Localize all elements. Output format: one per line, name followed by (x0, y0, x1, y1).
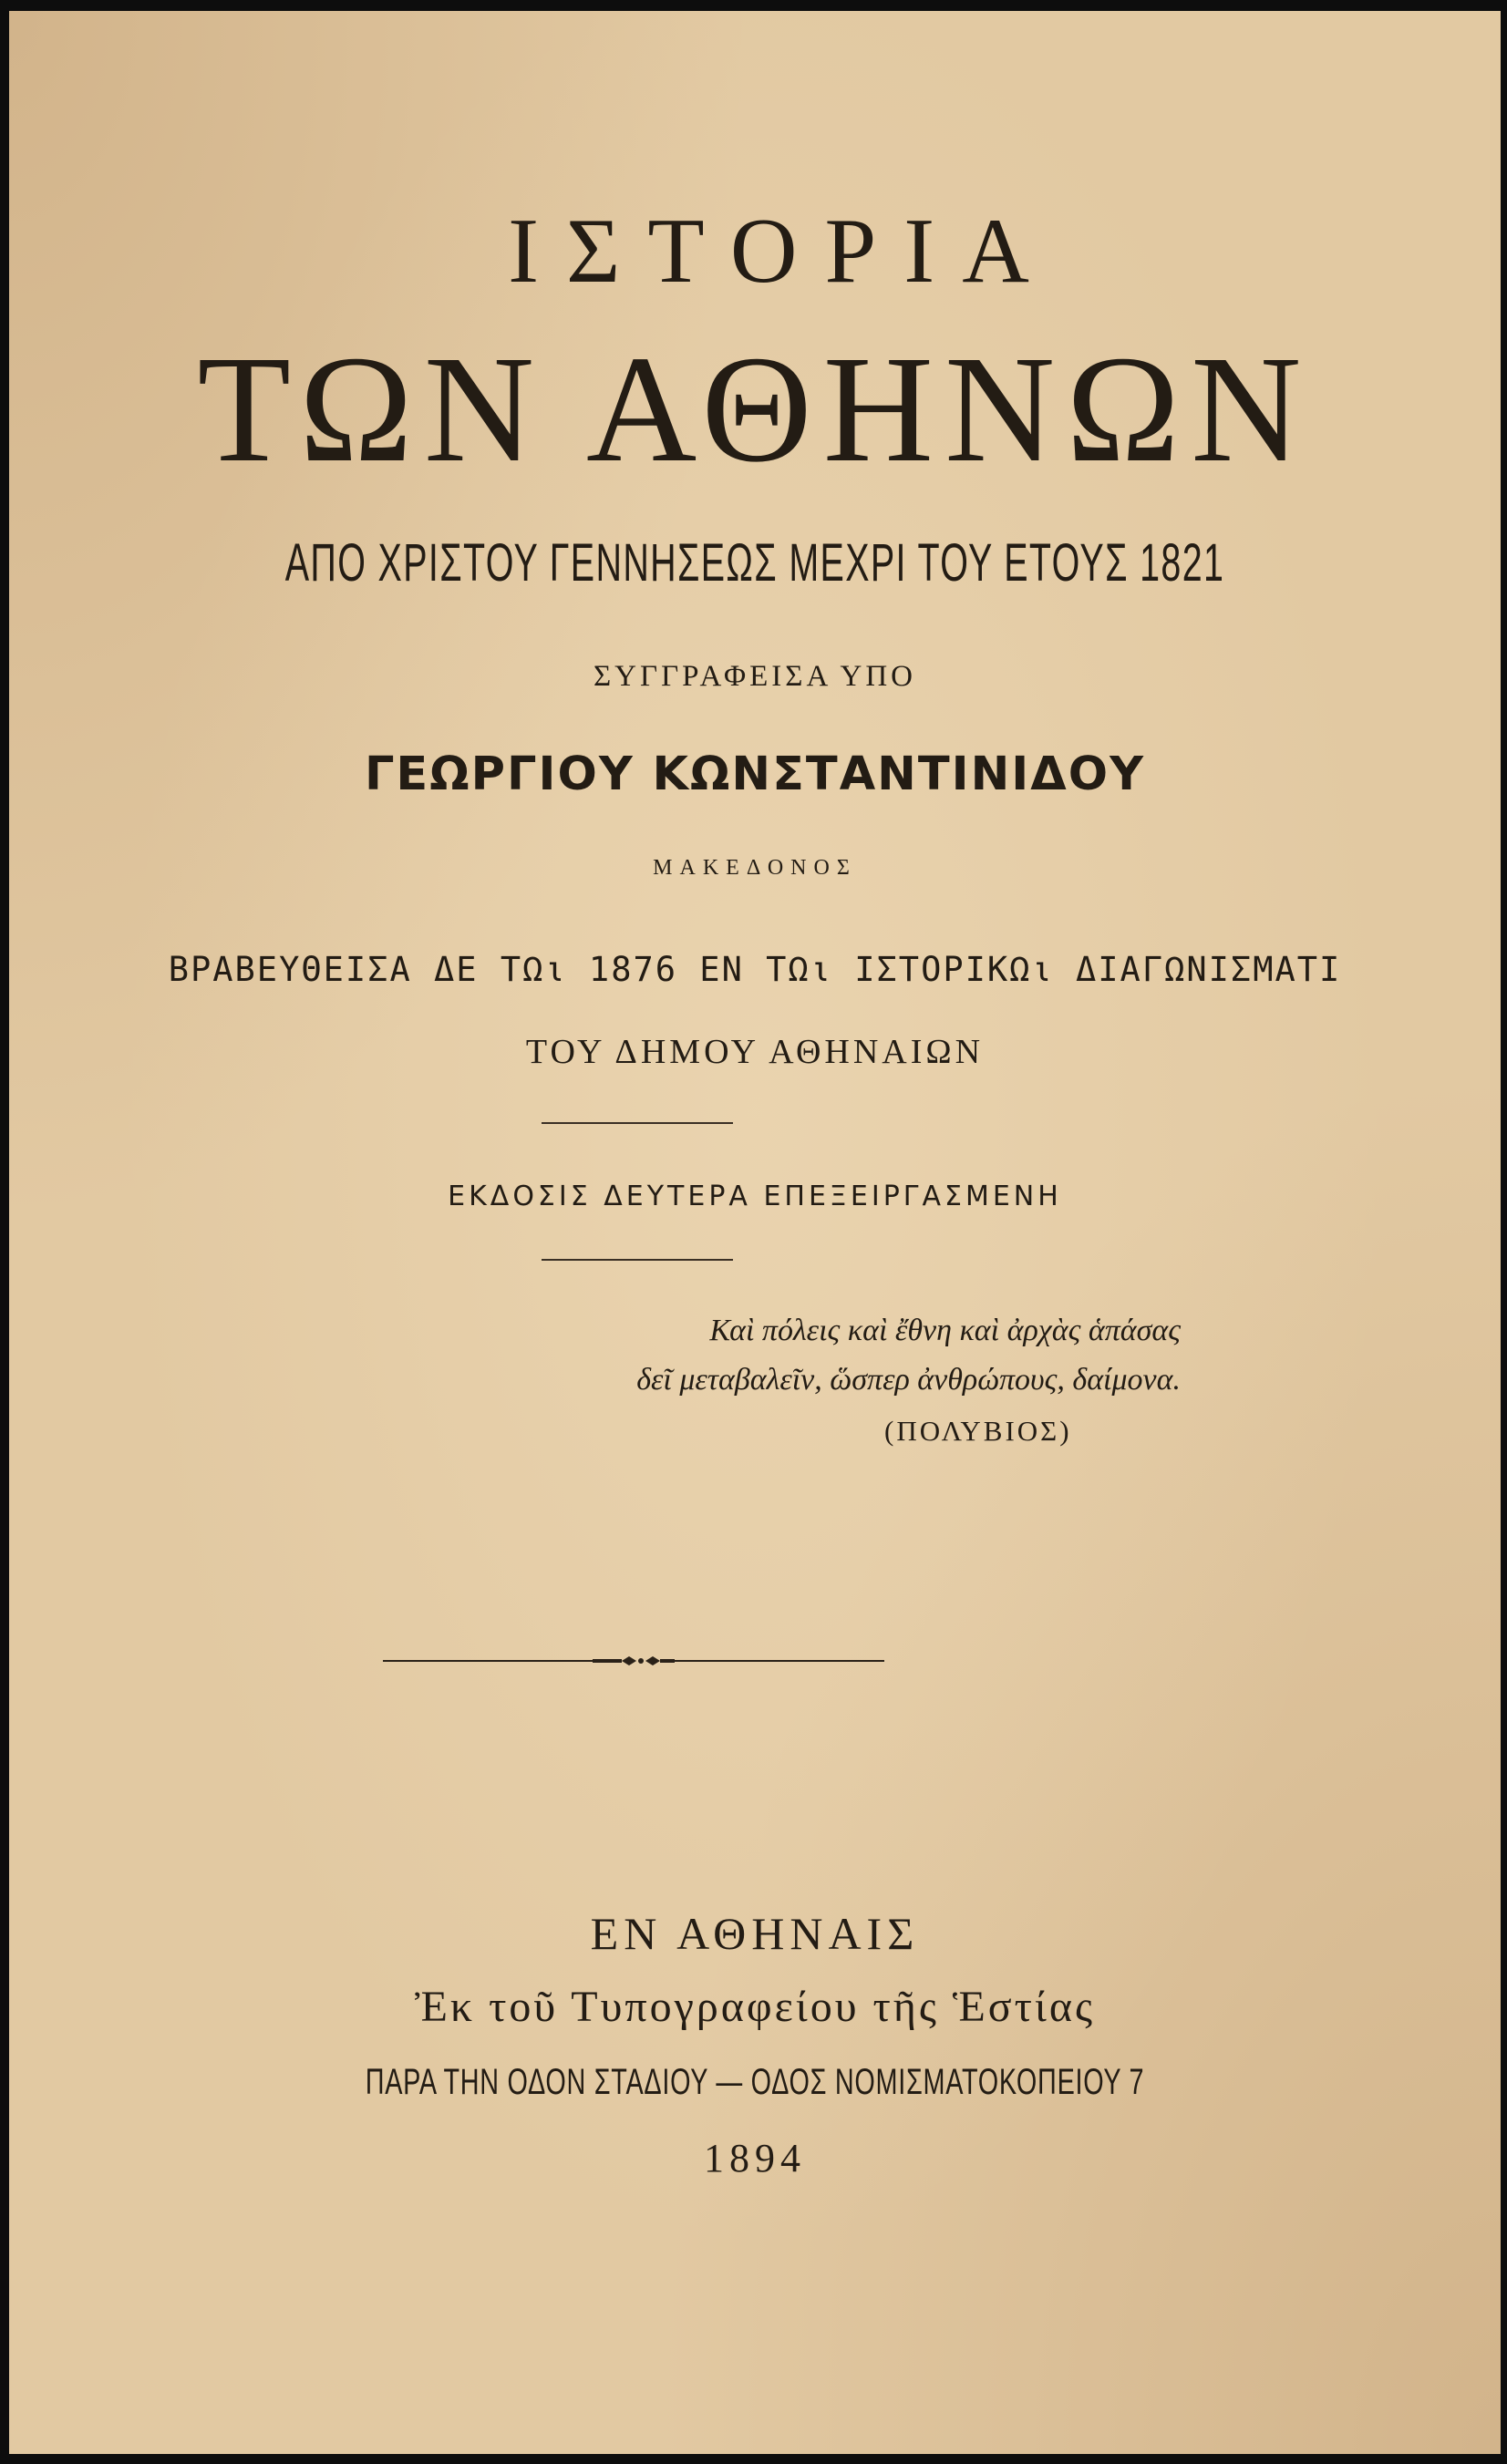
title-line-1: ΙΣΤΟΡΙΑ (508, 200, 1057, 303)
author-name: ΓΕΩΡΓΙΟΥ ΚΩΝΣΤΑΝΤΙΝΙΔΟΥ (364, 747, 1146, 801)
imprint-address: ΠΑΡΑ ΤΗΝ ΟΔΟΝ ΣΤΑΔΙΟΥ — ΟΔΟΣ ΝΟΜΙΣΜΑΤΟΚΟΠΕΙΟΥ 7 (365, 2062, 1145, 2102)
imprint-printer: Ἐκ τοῦ Τυπογραφείου τῆς Ἑστίας (415, 1983, 1095, 2031)
edition-note: ΕΚΔΟΣΙΣ ΔΕΥΤΕΡΑ ΕΠΕΞΕΙΡΓΑΣΜΕΝΗ (448, 1180, 1062, 1212)
divider-rule-bottom (542, 1259, 733, 1261)
author-origin: ΜΑΚΕΔΟΝΟΣ (653, 856, 857, 880)
epigraph-line-2: δεῖ μεταβαλεῖν, ὥσπερ ἀνθρώπους, δαίμονα. (636, 1363, 1181, 1397)
publication-year: 1894 (704, 2136, 806, 2180)
epigraph-source: (ΠΟΛΥΒΙΟΣ) (884, 1415, 1072, 1447)
divider-rule-top (542, 1122, 733, 1124)
award-line-2: ΤΟΥ ΔΗΜΟΥ ΑΘΗΝΑΙΩΝ (525, 1033, 985, 1071)
title-line-2: ΤΩΝ ΑΘΗΝΩΝ (197, 325, 1313, 494)
imprint-place: ΕΝ ΑΘΗΝΑΙΣ (590, 1908, 920, 1959)
title-page (9, 11, 1501, 2454)
award-line-1: ΒΡΑΒΕΥΘΕΙΣΑ ΔΕ ΤΩι 1876 ΕΝ ΤΩι ΙΣΤΟΡΙΚΩι ΔΙΑΓΩΝΙΣΜΑΤΙ (168, 950, 1342, 989)
written-by-label: ΣΥΓΓΡΑΦΕΙΣΑ ΥΠΟ (593, 660, 917, 693)
ornament-rule-icon (383, 1652, 884, 1670)
epigraph-line-1: Καὶ πόλεις καὶ ἔθνη καὶ ἀρχὰς ἁπάσας (709, 1314, 1181, 1347)
subtitle: ΑΠΟ ΧΡΙΣΤΟΥ ΓΕΝΝΗΣΕΩΣ ΜΕΧΡΙ ΤΟΥ ΕΤΟΥΣ 1821 (284, 533, 1225, 593)
